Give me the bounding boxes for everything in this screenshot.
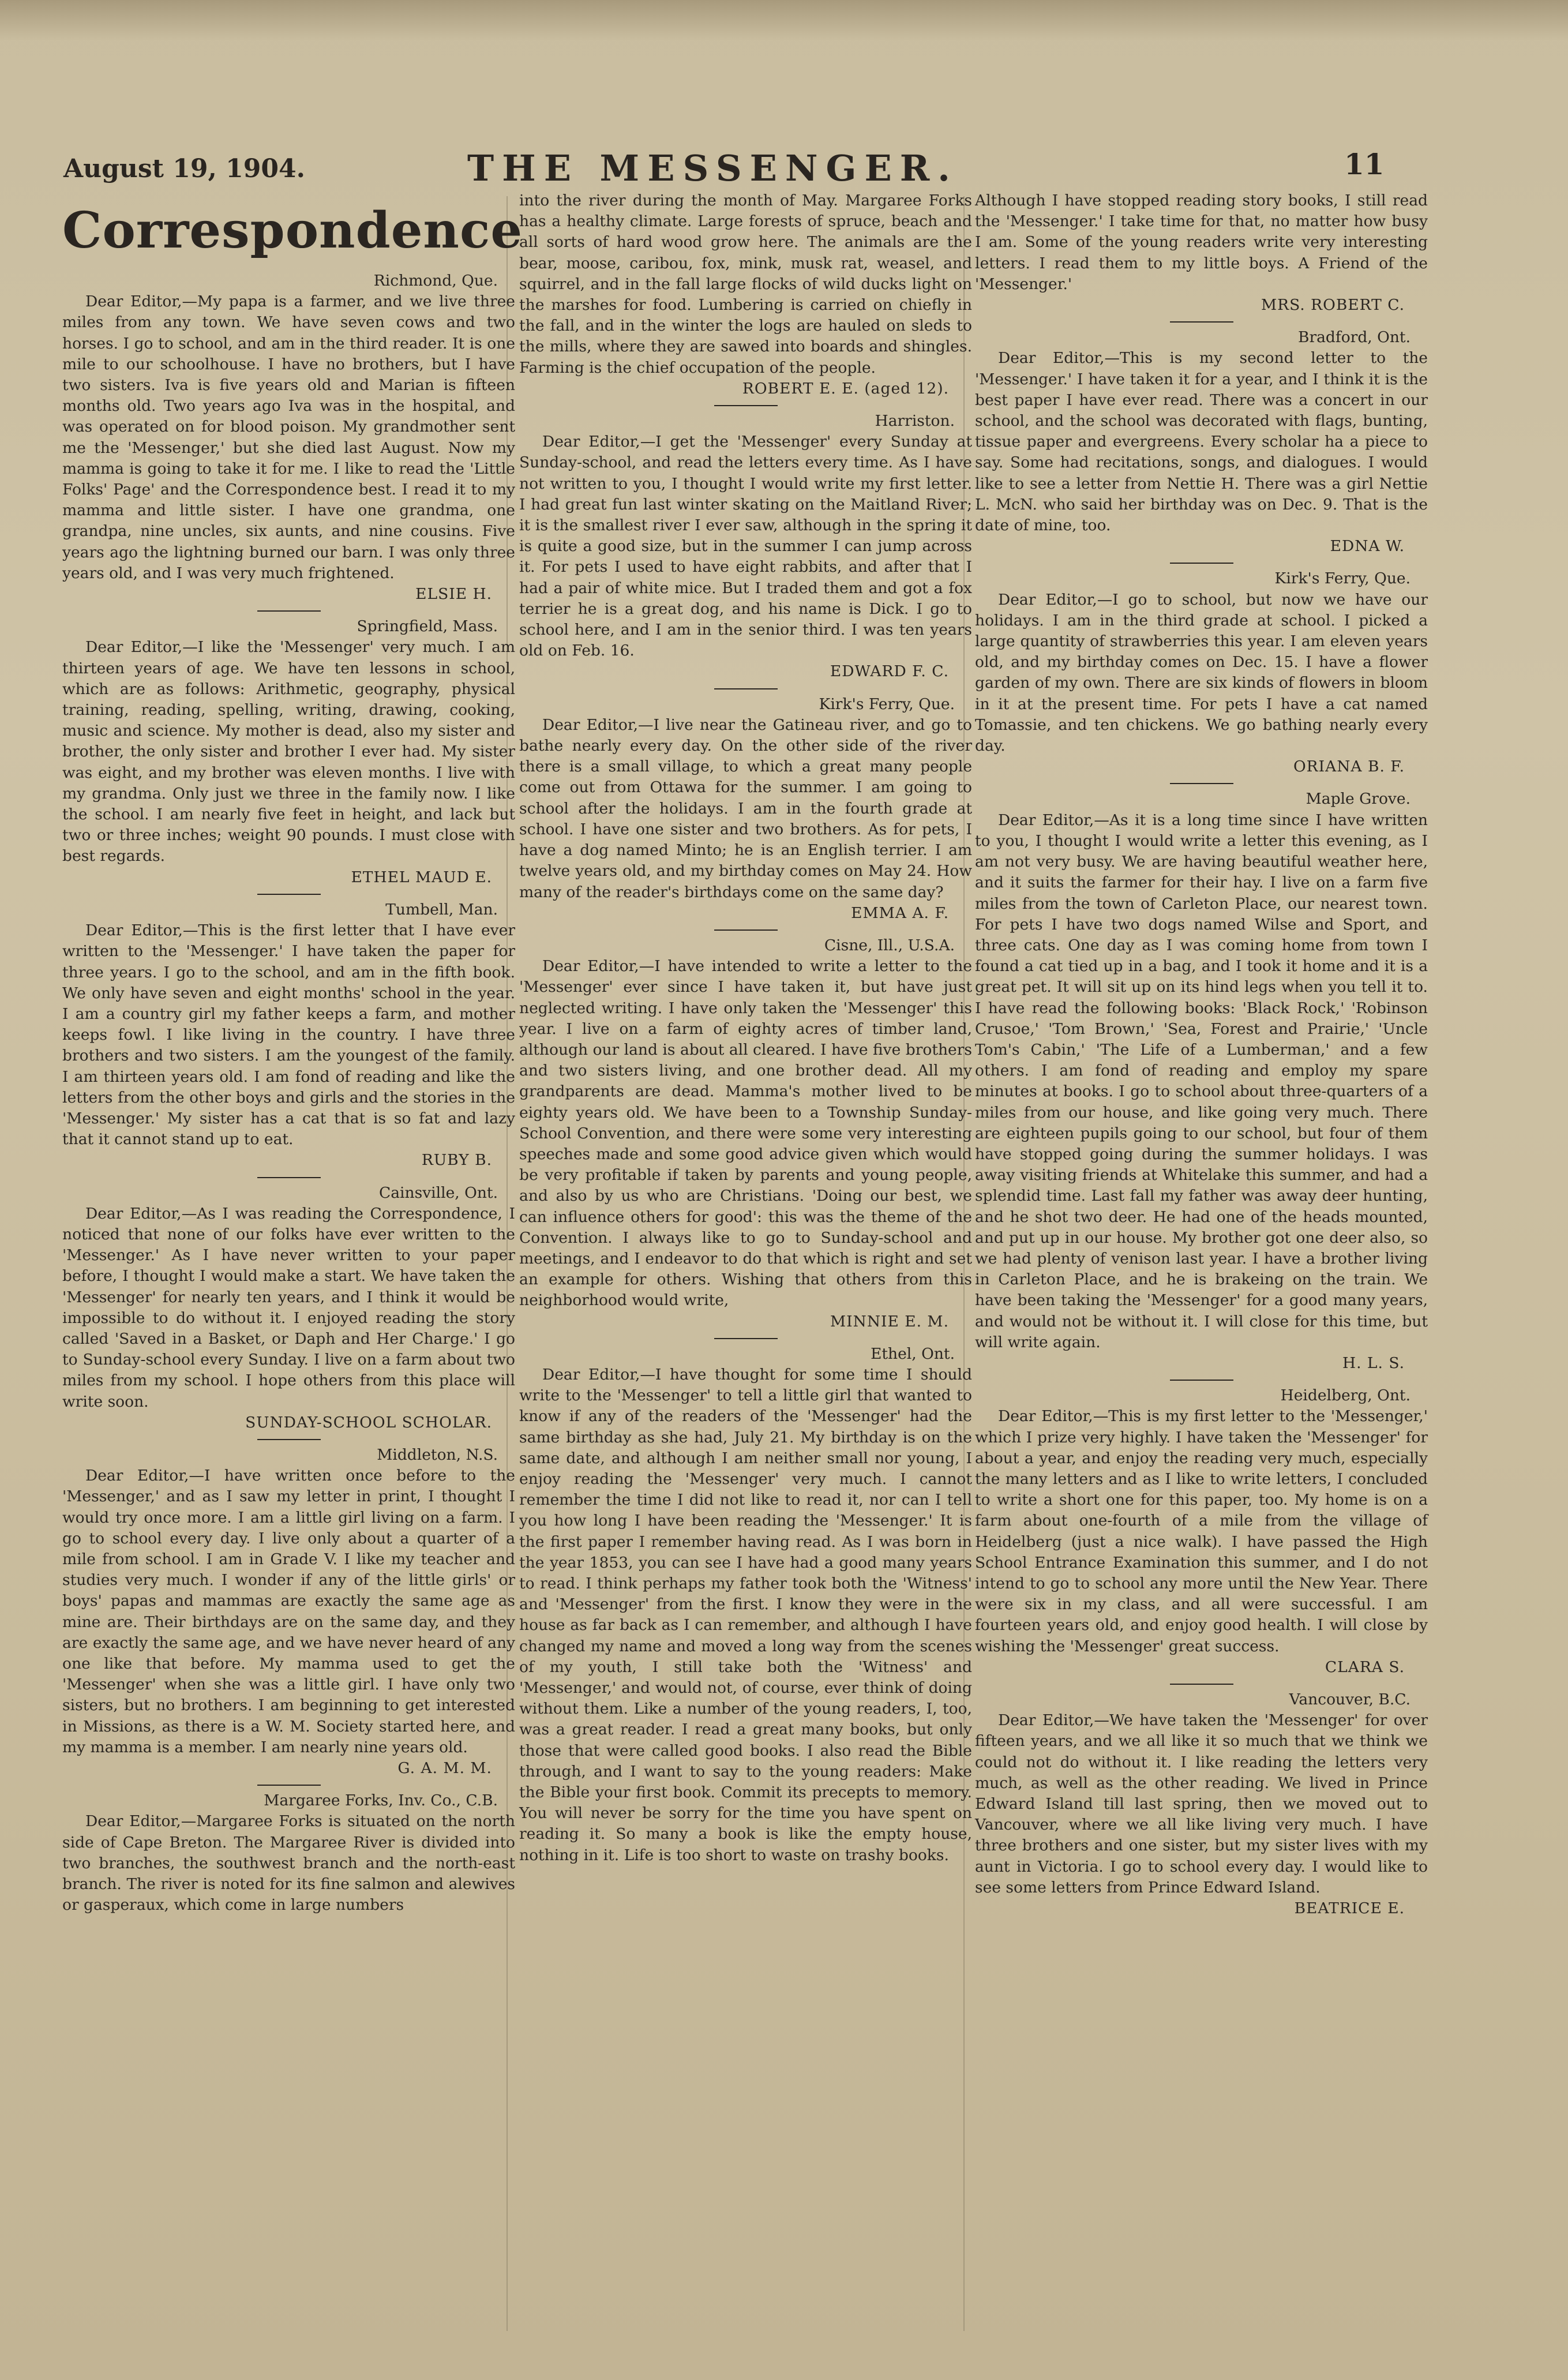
letter-body: Dear Editor,—As it is a long time since I have written to you, I thought I would write a letter this evening, as I am not very busy. We are having beautiful weather here, and it suits the farmer for their hay. I live on a farm five miles from the town of Carleton Place, our nearest town. For pets I have two dogs named Wilse and Sport, and three cats. One day as I was coming home from town I found a cat tied up in a bag, and I took it home and it is a great pet. It will sit up on its hind legs when you tell it to. I have read the following books: 'Black Rock,' 'Robinson Crusoe,' 'Tom Brown,' 'Sea, Forest and Prairie,' 'Uncle Tom's Cabin,' 'The Life of a Lumberman,' and a few others. I am fond of reading and employ my spare minutes at books. I go to school about three-quarters of a miles from our house, and like going very much. There are eighteen pupils going to our school, but four of them have stopped going during the summer holidays. I was away visiting friends at Whitelake this summer, and had a splendid time. Last fall my father was away deer hunting, and he shot two deer. He had one of the heads mounted, and put up in our house. My brother got one deer also, so we had plenty of venison last year. I have a brother living in Carleton Place, and he is brakeing on the train. We have been taking the 'Messenger' for a good many years, and would not be without it. I will close for this time, but will write again. (975, 811, 1428, 1351)
letter-body: Dear Editor,—As I was reading the Correspondence, I noticed that none of our folks have ever written to the 'Messenger.' As I have never written to your paper before, I thought I would make a start. We have taken the 'Messenger' for nearly ten years, and I think it would be impossible to do without it. I enjoyed reading the story called 'Saved in a Basket, or Daph and Her Charge.' I go to Sunday-school every Sunday. I live on a farm about two miles from my school. I hope others from this place will write soon. (62, 1204, 515, 1411)
letter-separator-rule (257, 894, 321, 895)
letter-place: Heidelberg, Ont. (1280, 1386, 1411, 1405)
letter-signature: G. A. M. M. (397, 1759, 492, 1778)
letter-signature: ORIANA B. F. (1293, 758, 1405, 776)
letter-body: Dear Editor,—I go to school, but now we have our holidays. I am in the third grade at school. I picked a large quantity of strawberries this year. I am eleven years old, and my birthday comes on Dec. 15. I have a flower garden of my own. There are six kinds of flowers in bloom in it at the present time. For pets I have a cat named Tomassie, and ten chickens. We go bathing nearly every day. (975, 590, 1428, 755)
letter-place: Margaree Forks, Inv. Co., C.B. (264, 1791, 498, 1810)
letter-place: Cisne, Ill., U.S.A. (824, 936, 955, 954)
letter-body: Dear Editor,—I have written once before to the 'Messenger,' and as I saw my letter in print, I thought I would try once more. I am a little girl living on a farm. I go to school every day. I live only about a quarter of a mile from school. I am in Grade V. I like my teacher and studies very much. I wonder if any of the little girls' or boys' papas and mammas are exactly the same age as mine are. Their birthdays are on the same day, and they are exactly the same age, and we have never heard of any one like that before. My mamma used to get the 'Messenger' when she was a little girl. I have only two sisters, but no brothers. I am beginning to get interested in Missions, as there is a W. M. Society started here, and my mamma is a member. I am nearly nine years old. (62, 1467, 515, 1756)
letter (62, 1445, 515, 1779)
letter (975, 568, 1428, 777)
letter (975, 1689, 1428, 1919)
letter (62, 899, 515, 1171)
letter-separator-rule (1170, 783, 1233, 784)
letter (62, 1183, 515, 1433)
letter (62, 1790, 515, 1916)
page-number: 11 (1344, 147, 1385, 181)
letter-place: Vancouver, B.C. (1289, 1691, 1411, 1709)
letter-signature: CLARA S. (1325, 1658, 1405, 1676)
letter (975, 789, 1428, 1374)
column-3-letters (975, 190, 1428, 1919)
letter-signature: BEATRICE E. (1294, 1899, 1405, 1918)
letter (519, 935, 972, 1332)
column-1 (62, 199, 523, 1920)
letter-signature: EDWARD F. C. (830, 662, 949, 681)
letter-separator-rule (714, 929, 778, 931)
letter-place: Richmond, Que. (373, 272, 498, 290)
letter-body: Dear Editor,—This is my first letter to the 'Messenger,' which I prize very highly. I have taken the 'Messenger' for about a year, and enjoy the reading very much, especially the many letters and as I like to write letters, I concluded to write a short one for this paper, too. My home is on a farm about one-fourth of a mile from the village of Heidelberg (just a nice walk). I have passed the High School Entrance Examination this summer, and I do not intend to go to school any more until the New Year. There were six in my class, and all were successful. I am fourteen years old, and enjoy good health. I will close by wishing the 'Messenger' great success. (975, 1407, 1428, 1655)
letter-separator-rule (1170, 1380, 1233, 1381)
letter-body: Dear Editor,—This is my second letter to the 'Messenger.' I have taken it for a year, and I think it is the best paper I have ever read. There was a concert in our school, and the school was decorated with flags, bunting, tissue paper and evergreens. Every scholar ha a piece to say. Some had recitations, songs, and dialogues. I would like to see a letter from Nettie H. There was a girl Nettie L. McN. who said her birthday was on Dec. 9. That is the date of mine, too. (975, 349, 1428, 535)
letter-signature: H. L. S. (1342, 1354, 1405, 1372)
letter-body: into the river during the month of May. Margaree Forks has a healthy climate. Large forests of spruce, beach and all sorts of hard wood grow here. The animals are the bear, moose, caribou, fox, mink, musk rat, weasel, and squirrel, and in the fall large flocks of wild ducks light on the marshes for food. Lumbering is carried on chiefly in the fall, and in the winter the logs are hauled on sleds to the mills, where they are sawed into boards and shingles. Farming is the chief occupation of the people. (519, 192, 972, 377)
letter-separator-rule (714, 688, 778, 689)
letter-separator-rule (714, 405, 778, 406)
letter-place: Cainsville, Ont. (378, 1183, 498, 1202)
column-2-letters (519, 190, 972, 1866)
letter-body: Dear Editor,—I have thought for some time I should write to the 'Messenger' to tell a little girl that wanted to know if any of the readers of the 'Messenger' had the same birthday as she had, July 21. My birthday is on the same date, and although I am neither small nor young, I enjoy reading the 'Messenger' very much. I cannot remember the time I did not like to read it, nor can I tell you how long I have been reading the 'Messenger.' It is the first paper I remember having read. As I was born in the year 1853, you can see I have had a good many years to read. I think perhaps my father took both the 'Witness' and 'Messenger' from the first. I know they were in the house as far back as I can remember, and although I have changed my name and moved a long way from the scenes of my youth, I still take both the 'Witness' and 'Messenger,' and would not, of course, ever think of doing without them. Like a number of the young readers, I, too, was a great reader. I read a great many books, but only those that were called good books. I also read the Bible through, and I want to say to the young readers: Make the Bible your first book. Commit its precepts to memory. You will never be sorry for the time you have spent on reading it. So many a book is like the empty house, nothing in it. Life is too short to waste on trashy books. (519, 1365, 972, 1864)
letter-signature: EMMA A. F. (851, 904, 949, 922)
letter-separator-rule (257, 1177, 321, 1178)
letter-separator-rule (257, 1785, 321, 1786)
letter-place: Maple Grove. (1306, 790, 1411, 808)
letter-place: Bradford, Ont. (1297, 328, 1411, 347)
letter-body: Although I have stopped reading story books, I still read the 'Messenger.' I take time for that, no matter how busy I am. Some of the young readers write very interesting letters. I read them to my little boys. A Friend of the 'Messenger.' (975, 192, 1428, 293)
letter-separator-rule (1170, 1684, 1233, 1685)
column-3 (975, 190, 1428, 1924)
letter-body: Dear Editor,—I like the 'Messenger' very much. I am thirteen years of age. We have ten lessons in school, which are as follows: Arithmetic, geography, physical training, reading, spelling, writing, drawing, cooking, music and science. My mother is dead, also my sister and brother, the only sister and brother I ever had. My sister was eight, and my brother was eleven months. I live with my grandma. Only just we three in the family now. I like the school. I am nearly five feet in height, and lack but two or three inches; weight 90 pounds. I must close with best regards. (62, 638, 515, 865)
letter-body: Dear Editor,—I live near the Gatineau river, and go to bathe nearly every day. On the other side of the river there is a small village, to which a great many people come out from Ottawa for the summer. I am going to school after the holidays. I am in the fourth grade at school. I have one sister and two brothers. As for pets, I have a dog named Minto; he is an English terrier. I am twelve years old, and my birthday comes on May 24. How many of the reader's birthdays come on the same day? (519, 715, 972, 901)
letter-separator-rule (257, 610, 321, 612)
letter-signature: RUBY B. (421, 1151, 492, 1170)
letter-separator-rule (714, 1338, 778, 1339)
letter (519, 190, 972, 399)
letter-signature: MINNIE E. M. (830, 1312, 949, 1330)
letter-body: Dear Editor,—Margaree Forks is situated on the north side of Cape Breton. The Margaree River is divided into two branches, the southwest branch and the north-east branch. The river is noted for its fine salmon and alewives or gasperaux, which come in large numbers (62, 1812, 515, 1914)
letter-place: Springfield, Mass. (357, 617, 498, 636)
letter-place: Ethel, Ont. (871, 1344, 955, 1363)
letter-separator-rule (1170, 563, 1233, 564)
letter-signature: EDNA W. (1330, 537, 1405, 556)
letter (62, 616, 515, 888)
letter-place: Kirk's Ferry, Que. (1274, 569, 1411, 588)
letter-place: Tumbell, Man. (385, 900, 498, 919)
letter (975, 327, 1428, 557)
letter-body: Dear Editor,—We have taken the 'Messenger' for over fifteen years, and we all like it so much that we think we could not do without it. I like reading the letters very much, as well as the other reading. We lived in Prince Edward Island till last spring, then we moved out to Vancouver, where we all like living very much. I have three brothers and one sister, but my sister lives with my aunt in Victoria. I go to school every day. I would like to see some letters from Prince Edward Island. (975, 1711, 1428, 1896)
letter-signature: ROBERT E. E. (aged 12). (742, 379, 949, 398)
letter-place: Middleton, N.S. (377, 1445, 498, 1464)
column-1-letters (62, 271, 515, 1916)
letter (975, 1385, 1428, 1678)
letter-separator-rule (257, 1439, 321, 1440)
letter (519, 694, 972, 924)
letter-signature: ETHEL MAUD E. (351, 868, 492, 886)
page-header (63, 147, 1448, 193)
section-title: Correspondence (62, 201, 523, 260)
letter (519, 1344, 972, 1866)
letter-body: Dear Editor,—I get the 'Messenger' every Sunday at Sunday-school, and read the letters every time. As I have not written to you, I thought I would write my first letter. I had great fun last winter skating on the Maitland River; it is the smallest river I ever saw, although in the spring it is quite a good size, but in the summer I can jump across it. For pets I used to have eight rabbits, and after that I had a pair of white mice. But I traded them and got a fox terrier he is a great dog, and his name is Dick. I go to school here, and I am in the senior third. I was ten years old on Feb. 16. (519, 433, 972, 660)
issue-date: August 19, 1904. (63, 154, 305, 183)
letter-signature: ELSIE H. (415, 585, 492, 604)
letter-signature: MRS. ROBERT C. (1261, 296, 1405, 314)
letter-body: Dear Editor,—My papa is a farmer, and we live three miles from any town. We have seven cows and two horses. I go to school, and am in the third reader. It is one mile to our schoolhouse. I have no brothers, but I have two sisters. Iva is five years old and Marian is fifteen months old. Two years ago Iva was in the hospital, and was operated on for blood poison. My grandmother sent me the 'Messenger,' but she died last August. Now my mamma is going to take it for me. I like to read the 'Little Folks' Page' and the Correspondence best. I read it to my mamma and little sister. I have one grandma, one grandpa, nine uncles, six aunts, and nine cousins. Five years ago the lightning burned our barn. I was only three years old, and I was very much frightened. (62, 293, 515, 582)
letter-place: Harriston. (875, 412, 955, 430)
letter-body: Dear Editor,—I have intended to write a letter to the 'Messenger' ever since I have taken it, but have just neglected writing. I have only taken the 'Messenger' this year. I live on a farm of eighty acres of timber land, although our land is about all cleared. I have five brothers and two sisters living, and one brother dead. All my grandparents are dead. Mamma's mother lived to be eighty years old. We have been to a Township Sunday-School Convention, and there were some very interesting speeches made and some good advice given which would be very profitable if taken by parents and young people, and also by us who are Christians. 'Doing our best, we can influence others for good': this was the theme of the Convention. I always like to go to Sunday-school and meetings, and I endeavor to do that which is right and set an example for others. Wishing that others from this neighborhood would write, (519, 957, 972, 1310)
column-2 (519, 190, 972, 1871)
letter-separator-rule (1170, 321, 1233, 323)
letter-signature: SUNDAY-SCHOOL SCHOLAR. (245, 1413, 492, 1431)
letter-body: Dear Editor,—This is the first letter that I have ever written to the 'Messenger.' I have taken the paper for three years. I go to the school, and am in the fifth book. We only have seven and eight months' school in the year. I am a country girl my father keeps a farm, and mother keeps fowl. I like living in the country. I have three brothers and two sisters. I am the youngest of the family. I am thirteen years old. I am fond of reading and like the letters from the other boys and girls and the stories in the 'Messenger.' My sister has a cat that is so fat and lazy that it cannot stand up to eat. (62, 921, 515, 1149)
masthead-title: THE MESSENGER. (467, 147, 958, 189)
page-top-edge (0, 0, 1568, 40)
letter (975, 190, 1428, 316)
letter-place: Kirk's Ferry, Que. (819, 695, 955, 713)
letter (62, 271, 515, 605)
letter (519, 411, 972, 683)
